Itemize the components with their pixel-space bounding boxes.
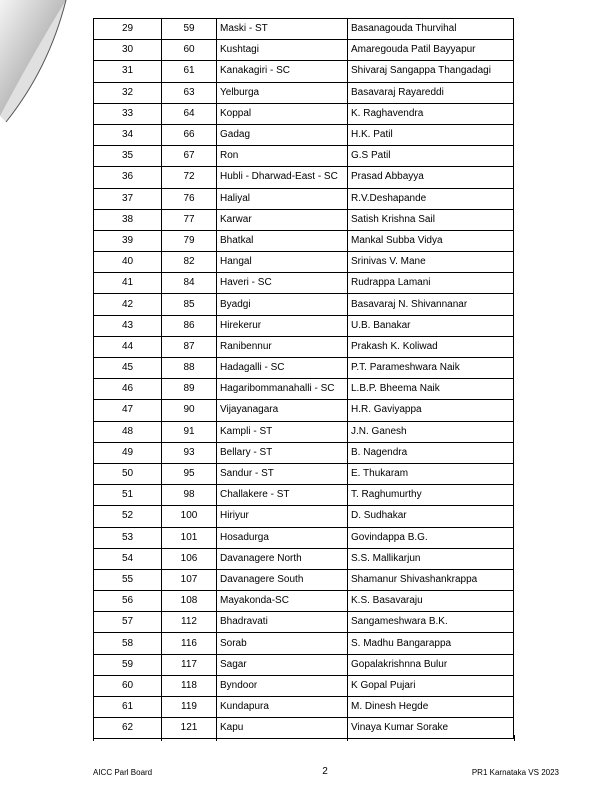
constituency-name-cell: Byadgi [217, 294, 348, 315]
serial-number-cell: 44 [94, 336, 162, 357]
constituency-name-cell: Kundapura [217, 697, 348, 718]
candidate-name-cell: Prakash K. Koliwad [348, 336, 514, 357]
serial-number-cell: 36 [94, 167, 162, 188]
constituency-number-cell: 67 [162, 146, 217, 167]
table-row [94, 612, 514, 633]
candidate-name-cell: Shivaraj Sangappa Thangadagi [348, 61, 514, 82]
candidate-name-cell: Basavaraj N. Shivannanar [348, 294, 514, 315]
serial-number-cell: 53 [94, 527, 162, 548]
candidate-name-cell: Sangameshwara B.K. [348, 612, 514, 633]
table-row [94, 527, 514, 548]
candidate-name-cell: Amaregouda Patil Bayyapur [348, 40, 514, 61]
page-number: 2 [322, 766, 328, 777]
constituency-number-cell: 76 [162, 188, 217, 209]
constituency-number-cell: 100 [162, 506, 217, 527]
serial-number-cell: 35 [94, 146, 162, 167]
table-row [94, 485, 514, 506]
constituency-number-cell: 63 [162, 82, 217, 103]
serial-number-cell: 62 [94, 718, 162, 739]
table-row [94, 697, 514, 718]
serial-number-cell: 31 [94, 61, 162, 82]
candidate-name-cell: M. Dinesh Hegde [348, 697, 514, 718]
table-row [94, 103, 514, 124]
constituency-name-cell: Hosadurga [217, 527, 348, 548]
candidate-name-cell: Vinaya Kumar Sorake [348, 718, 514, 739]
table-row [94, 591, 514, 612]
constituency-name-cell: Hadagalli - SC [217, 358, 348, 379]
constituency-name-cell: Bhadravati [217, 612, 348, 633]
constituency-name-cell: Haveri - SC [217, 273, 348, 294]
candidate-name-cell: H.K. Patil [348, 124, 514, 145]
constituency-number-cell: 60 [162, 40, 217, 61]
constituency-name-cell: Maski - ST [217, 19, 348, 40]
constituency-number-cell: 61 [162, 61, 217, 82]
constituency-number-cell: 93 [162, 442, 217, 463]
serial-number-cell: 30 [94, 40, 162, 61]
serial-number-cell: 56 [94, 591, 162, 612]
table-row [94, 315, 514, 336]
constituency-number-cell: 119 [162, 697, 217, 718]
serial-number-cell: 54 [94, 548, 162, 569]
table-row [94, 633, 514, 654]
constituency-name-cell: Byndoor [217, 675, 348, 696]
table-row [94, 19, 514, 40]
table-row [94, 442, 514, 463]
table-row [94, 421, 514, 442]
candidate-name-cell: J.N. Ganesh [348, 421, 514, 442]
candidate-table-body [94, 19, 514, 739]
constituency-name-cell: Hangal [217, 252, 348, 273]
serial-number-cell: 58 [94, 633, 162, 654]
serial-number-cell: 39 [94, 230, 162, 251]
candidate-name-cell: K. Raghavendra [348, 103, 514, 124]
constituency-name-cell: Kampli - ST [217, 421, 348, 442]
table-row [94, 463, 514, 484]
serial-number-cell: 61 [94, 697, 162, 718]
constituency-name-cell: Hirekerur [217, 315, 348, 336]
serial-number-cell: 49 [94, 442, 162, 463]
constituency-number-cell: 90 [162, 400, 217, 421]
serial-number-cell: 43 [94, 315, 162, 336]
constituency-number-cell: 59 [162, 19, 217, 40]
table-row [94, 167, 514, 188]
serial-number-cell: 48 [94, 421, 162, 442]
serial-number-cell: 33 [94, 103, 162, 124]
constituency-name-cell: Hiriyur [217, 506, 348, 527]
constituency-number-cell: 108 [162, 591, 217, 612]
table-row [94, 230, 514, 251]
candidate-name-cell: R.V.Deshapande [348, 188, 514, 209]
constituency-name-cell: Sorab [217, 633, 348, 654]
table-row [94, 124, 514, 145]
constituency-name-cell: Hubli - Dharwad-East - SC [217, 167, 348, 188]
serial-number-cell: 51 [94, 485, 162, 506]
constituency-number-cell: 72 [162, 167, 217, 188]
serial-number-cell: 60 [94, 675, 162, 696]
table-row [94, 358, 514, 379]
serial-number-cell: 29 [94, 19, 162, 40]
footer-right: PR1 Karnataka VS 2023 [471, 768, 559, 777]
candidate-name-cell: H.R. Gaviyappa [348, 400, 514, 421]
serial-number-cell: 52 [94, 506, 162, 527]
constituency-name-cell: Kapu [217, 718, 348, 739]
table-row [94, 379, 514, 400]
candidate-name-cell: U.B. Banakar [348, 315, 514, 336]
serial-number-cell: 59 [94, 654, 162, 675]
serial-number-cell: 47 [94, 400, 162, 421]
constituency-name-cell: Vijayanagara [217, 400, 348, 421]
constituency-name-cell: Hagaribommanahalli - SC [217, 379, 348, 400]
constituency-number-cell: 77 [162, 209, 217, 230]
constituency-number-cell: 117 [162, 654, 217, 675]
constituency-number-cell: 112 [162, 612, 217, 633]
constituency-name-cell: Ron [217, 146, 348, 167]
page-curl-decoration [0, 0, 80, 130]
candidate-name-cell: T. Raghumurthy [348, 485, 514, 506]
candidate-name-cell: Shamanur Shivashankrappa [348, 569, 514, 590]
constituency-name-cell: Bhatkal [217, 230, 348, 251]
serial-number-cell: 45 [94, 358, 162, 379]
constituency-name-cell: Davanagere South [217, 569, 348, 590]
table-row [94, 569, 514, 590]
candidate-name-cell: Satish Krishna Sail [348, 209, 514, 230]
constituency-number-cell: 121 [162, 718, 217, 739]
table-row [94, 548, 514, 569]
table-row [94, 654, 514, 675]
candidate-name-cell: Mankal Subba Vidya [348, 230, 514, 251]
constituency-name-cell: Kushtagi [217, 40, 348, 61]
footer-left: AICC Parl Board [93, 768, 153, 777]
table-row [94, 273, 514, 294]
candidate-name-cell: S.S. Mallikarjun [348, 548, 514, 569]
constituency-name-cell: Gadag [217, 124, 348, 145]
constituency-number-cell: 66 [162, 124, 217, 145]
candidate-name-cell: Basanagouda Thurvihal [348, 19, 514, 40]
constituency-number-cell: 91 [162, 421, 217, 442]
candidate-name-cell: Gopalakrishnna Bulur [348, 654, 514, 675]
serial-number-cell: 37 [94, 188, 162, 209]
candidate-table [93, 18, 514, 739]
constituency-name-cell: Sandur - ST [217, 463, 348, 484]
constituency-number-cell: 84 [162, 273, 217, 294]
constituency-number-cell: 87 [162, 336, 217, 357]
serial-number-cell: 50 [94, 463, 162, 484]
constituency-name-cell: Ranibennur [217, 336, 348, 357]
constituency-number-cell: 106 [162, 548, 217, 569]
table-row [94, 61, 514, 82]
constituency-name-cell: Davanagere North [217, 548, 348, 569]
constituency-number-cell: 82 [162, 252, 217, 273]
serial-number-cell: 57 [94, 612, 162, 633]
serial-number-cell: 38 [94, 209, 162, 230]
constituency-name-cell: Karwar [217, 209, 348, 230]
serial-number-cell: 46 [94, 379, 162, 400]
table-row [94, 188, 514, 209]
table-row [94, 506, 514, 527]
serial-number-cell: 40 [94, 252, 162, 273]
candidate-name-cell: Prasad Abbayya [348, 167, 514, 188]
candidate-name-cell: L.B.P. Bheema Naik [348, 379, 514, 400]
constituency-name-cell: Sagar [217, 654, 348, 675]
candidate-name-cell: E. Thukaram [348, 463, 514, 484]
candidate-name-cell: K Gopal Pujari [348, 675, 514, 696]
table-row [94, 40, 514, 61]
constituency-number-cell: 89 [162, 379, 217, 400]
candidate-name-cell: D. Sudhakar [348, 506, 514, 527]
constituency-number-cell: 85 [162, 294, 217, 315]
table-row [94, 336, 514, 357]
serial-number-cell: 32 [94, 82, 162, 103]
constituency-name-cell: Koppal [217, 103, 348, 124]
candidate-name-cell: Srinivas V. Mane [348, 252, 514, 273]
candidate-name-cell: P.T. Parameshwara Naik [348, 358, 514, 379]
table-row [94, 82, 514, 103]
candidate-name-cell: K.S. Basavaraju [348, 591, 514, 612]
constituency-number-cell: 64 [162, 103, 217, 124]
candidate-name-cell: G.S Patil [348, 146, 514, 167]
constituency-number-cell: 98 [162, 485, 217, 506]
table-row [94, 209, 514, 230]
table-continuation [93, 735, 515, 741]
candidate-name-cell: S. Madhu Bangarappa [348, 633, 514, 654]
table-row [94, 146, 514, 167]
constituency-number-cell: 101 [162, 527, 217, 548]
constituency-name-cell: Bellary - ST [217, 442, 348, 463]
constituency-number-cell: 107 [162, 569, 217, 590]
constituency-number-cell: 116 [162, 633, 217, 654]
constituency-number-cell: 95 [162, 463, 217, 484]
serial-number-cell: 41 [94, 273, 162, 294]
constituency-name-cell: Haliyal [217, 188, 348, 209]
constituency-name-cell: Kanakagiri - SC [217, 61, 348, 82]
constituency-name-cell: Challakere - ST [217, 485, 348, 506]
serial-number-cell: 55 [94, 569, 162, 590]
candidate-name-cell: Rudrappa Lamani [348, 273, 514, 294]
serial-number-cell: 42 [94, 294, 162, 315]
candidate-name-cell: Govindappa B.G. [348, 527, 514, 548]
table-row [94, 252, 514, 273]
constituency-number-cell: 88 [162, 358, 217, 379]
table-row [94, 675, 514, 696]
candidate-name-cell: B. Nagendra [348, 442, 514, 463]
constituency-number-cell: 118 [162, 675, 217, 696]
constituency-number-cell: 86 [162, 315, 217, 336]
table-row [94, 294, 514, 315]
candidate-name-cell: Basavaraj Rayareddi [348, 82, 514, 103]
serial-number-cell: 34 [94, 124, 162, 145]
constituency-number-cell: 79 [162, 230, 217, 251]
table-row [94, 400, 514, 421]
constituency-name-cell: Mayakonda-SC [217, 591, 348, 612]
constituency-name-cell: Yelburga [217, 82, 348, 103]
